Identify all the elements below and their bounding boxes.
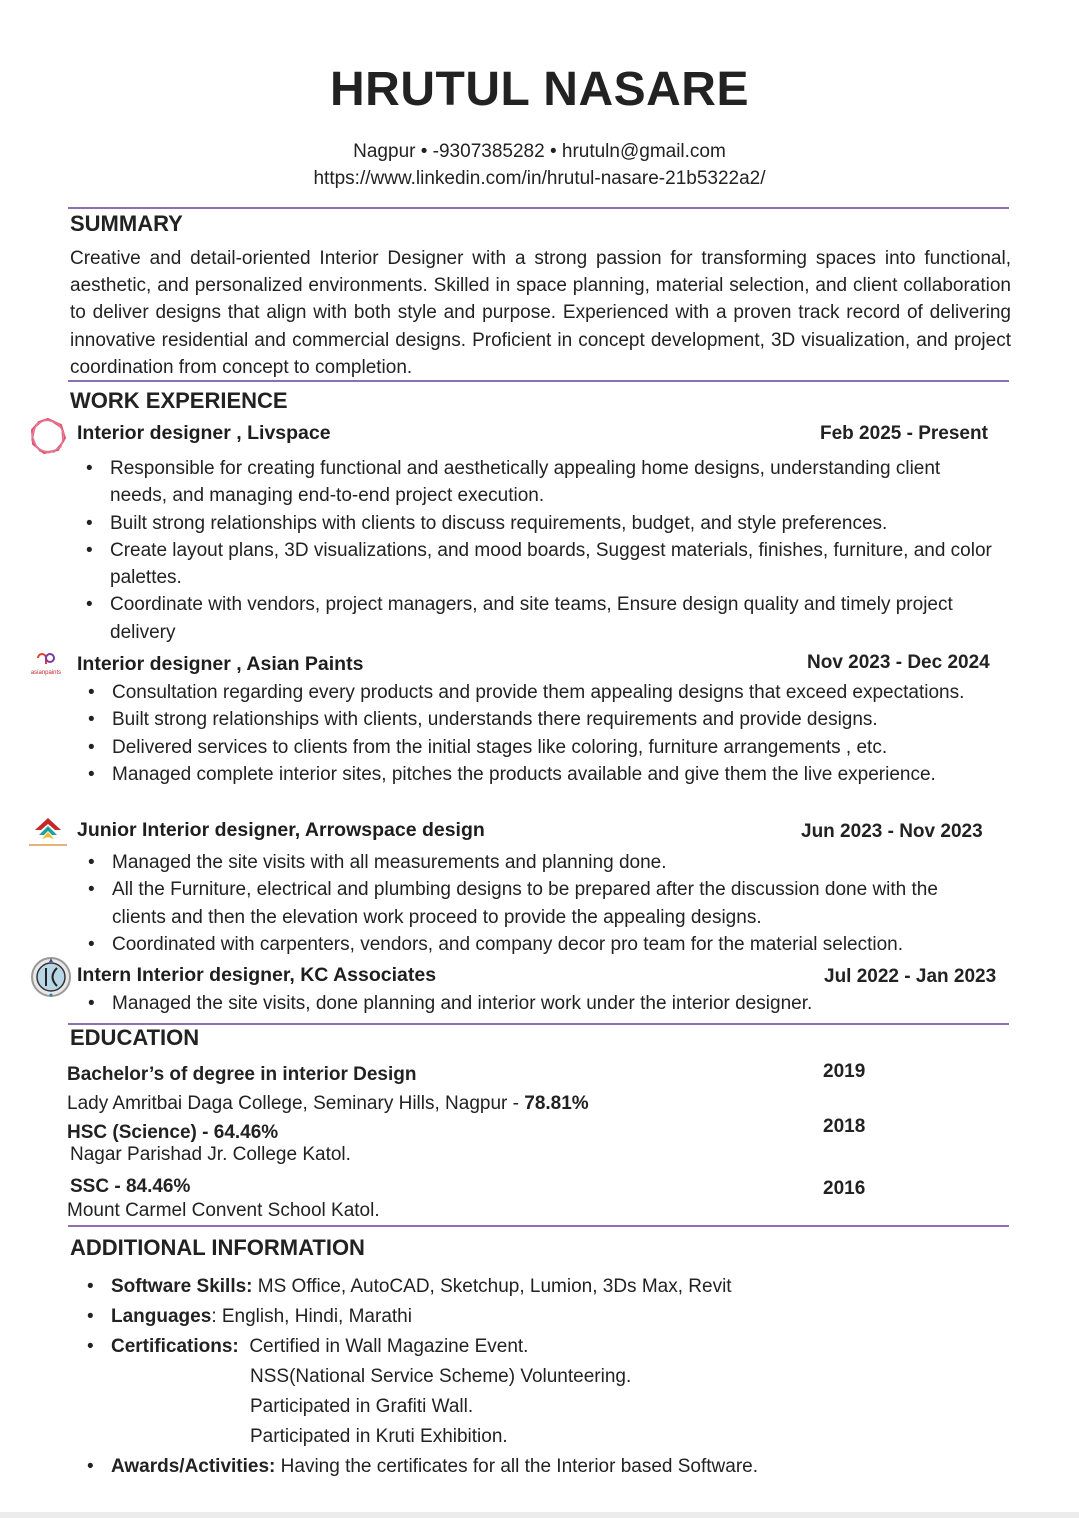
job-dates-asian-paints: Nov 2023 - Dec 2024 [807, 652, 990, 673]
software-skills-item [111, 1272, 991, 1302]
education-institution: Mount Carmel Convent School Katol. [67, 1200, 380, 1221]
education-degree: SSC - 84.46% [70, 1176, 191, 1197]
list-item: • Delivered services to clients from the initial stages like coloring, furniture arrangements , etc. [112, 734, 992, 761]
education-year: 2016 [823, 1178, 866, 1199]
asian-paints-logo-icon [26, 651, 66, 676]
additional-info-heading: ADDITIONAL INFORMATION [70, 1235, 365, 1260]
job-title-arrowspace: Junior Interior designer, Arrowspace design [77, 819, 485, 841]
kc-associates-logo-icon [30, 956, 72, 1003]
list-item: • Managed the site visits, done planning and interior work under the interior designer. [112, 990, 992, 1017]
languages-item [111, 1302, 991, 1332]
languages-label: Languages [111, 1306, 212, 1327]
education-score: 78.81% [524, 1093, 589, 1114]
list-item: • Responsible for creating functional and aesthetically appealing home designs, understanding client needs, and managing end-to-end project execution. [110, 455, 1000, 510]
job-dates-livspace: Feb 2025 - Present [820, 423, 988, 444]
awards-value: Having the certificates for all the Interior based Software. [275, 1456, 759, 1477]
education-year: 2018 [823, 1116, 866, 1137]
job-bullets-livspace [110, 455, 1000, 646]
job-bullets-arrowspace [112, 849, 992, 958]
certification-entry: Participated in Grafiti Wall. [250, 1396, 474, 1417]
certifications-label: Certifications: [111, 1336, 239, 1357]
job-title-livspace: Interior designer , Livspace [77, 422, 331, 444]
list-item: • Built strong relationships with clients, understands there requirements and provide designs. [112, 706, 992, 733]
arrowspace-logo-icon [27, 816, 69, 853]
certifications-item [111, 1332, 991, 1362]
institution-name: Lady Amritbai Daga College, Seminary Hills, Nagpur - [67, 1093, 525, 1114]
list-item: • All the Furniture, electrical and plumbing designs to be prepared after the discussion done with the clients and then the elevation work proceed to provide the appealing designs. [112, 876, 992, 931]
job-bullets-asian-paints [112, 679, 992, 788]
software-skills-label: Software Skills: [111, 1276, 253, 1297]
asian-paints-logo-text: asianpaints [30, 670, 62, 676]
livspace-logo-icon [28, 416, 68, 461]
list-item: • Coordinated with carpenters, vendors, and company decor pro team for the material selection. [112, 931, 992, 958]
education-year: 2019 [823, 1061, 866, 1082]
awards-label: Awards/Activities: [111, 1456, 276, 1477]
section-divider [68, 1225, 1009, 1227]
section-divider [68, 380, 1009, 382]
additional-info-list [111, 1272, 991, 1482]
section-divider [68, 1023, 1009, 1025]
certification-entry: Certified in Wall Magazine Event. [249, 1336, 529, 1357]
job-title-asian-paints: Interior designer , Asian Paints [77, 653, 364, 675]
list-item: • Managed the site visits with all measurements and planning done. [112, 849, 992, 876]
education-institution: Nagar Parishad Jr. College Katol. [70, 1144, 351, 1165]
list-item: • Create layout plans, 3D visualizations, and mood boards, Suggest materials, finishes, furniture, and color palettes. [110, 537, 1000, 592]
languages-value: : English, Hindi, Marathi [211, 1306, 412, 1327]
job-dates-arrowspace: Jun 2023 - Nov 2023 [801, 821, 983, 842]
job-title-kc-associates: Intern Interior designer, KC Associates [77, 964, 437, 986]
contact-line: Nagpur • -9307385282 • hrutuln@gmail.com [353, 141, 726, 162]
education-institution [67, 1093, 589, 1115]
summary-heading: SUMMARY [70, 211, 183, 236]
work-experience-heading: WORK EXPERIENCE [70, 388, 288, 413]
education-degree: Bachelor’s of degree in interior Design [67, 1064, 417, 1085]
certification-entry: NSS(National Service Scheme) Volunteering. [250, 1366, 632, 1387]
summary-text: Creative and detail-oriented Interior Designer with a strong passion for transforming spaces into functional, aesthetic, and personalized environments. Skilled in space planning, material selection, and client collaboration to deliver designs that align with both style and purpose. Experienced with a proven track record of delivering innovative residential and commercial designs. Proficient in concept development, 3D visualization, and project coordination from concept to completion. [70, 248, 1011, 378]
candidate-name: HRUTUL NASARE [330, 63, 749, 116]
linkedin-url[interactable]: https://www.linkedin.com/in/hrutul-nasare-21b5322a2/ [313, 168, 766, 189]
awards-item [111, 1452, 991, 1482]
job-dates-kc-associates: Jul 2022 - Jan 2023 [824, 966, 997, 987]
list-item: • Managed complete interior sites, pitches the products available and give them the live experience. [112, 761, 992, 788]
list-item: • Consultation regarding every products and provide them appealing designs that exceed expectations. [112, 679, 992, 706]
list-item: • Coordinate with vendors, project managers, and site teams, Ensure design quality and timely project delivery [110, 591, 1000, 646]
section-divider [68, 207, 1009, 209]
education-heading: EDUCATION [70, 1025, 200, 1050]
list-item: • Built strong relationships with clients to discuss requirements, budget, and style preferences. [110, 510, 1000, 537]
software-skills-value: MS Office, AutoCAD, Sketchup, Lumion, 3Ds Max, Revit [252, 1276, 732, 1297]
certification-entry: Participated in Kruti Exhibition. [250, 1426, 508, 1447]
education-degree: HSC (Science) - 64.46% [67, 1122, 279, 1143]
job-bullets-kc-associates [112, 990, 992, 1017]
page-bottom-edge [0, 1512, 1079, 1518]
